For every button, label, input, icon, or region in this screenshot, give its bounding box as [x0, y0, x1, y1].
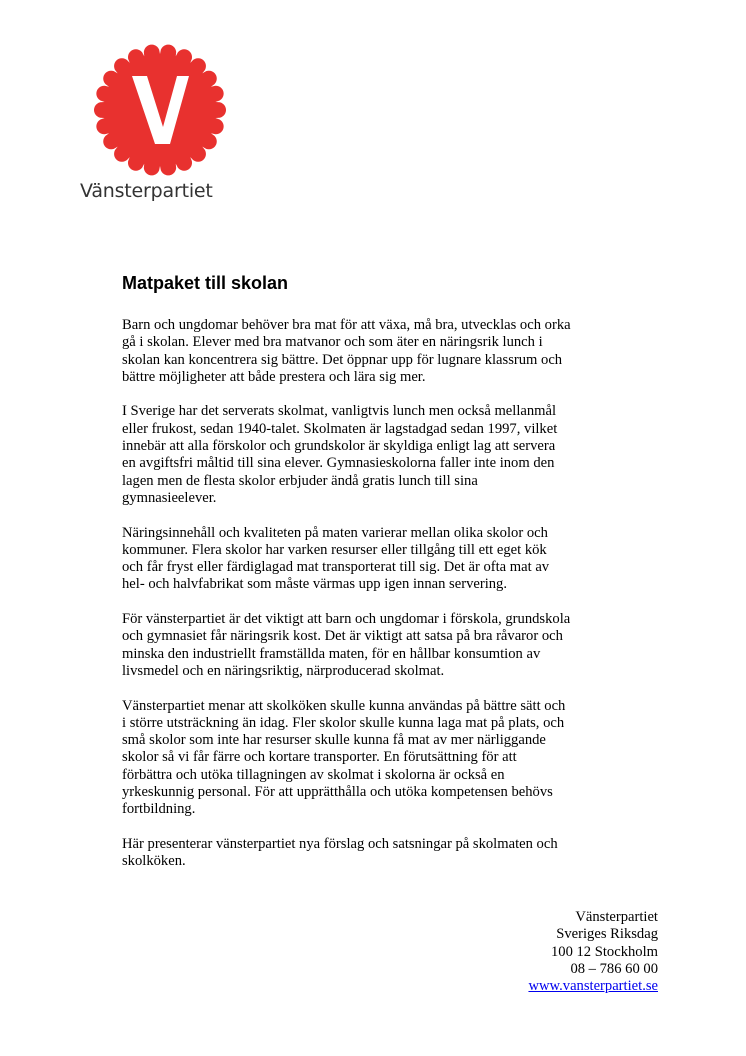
body-paragraph: Näringsinnehåll och kvaliteten på maten varierar mellan olika skolor och kommuner. Flera skolor har varken resurser eller tillgång till ett eget kök och får fryst eller färdiglagad mat transporterat till sig. Det är ofta mat av hel- och halvfabrikat som måste värmas upp igen innan servering.	[122, 524, 550, 593]
contact-block	[528, 909, 658, 995]
body-paragraph: Här presenterar vänsterpartiet nya förslag och satsningar på skolmaten och skolköken.	[122, 835, 558, 870]
body-paragraph: Vänsterpartiet menar att skolköken skulle kunna användas på bättre sätt och i större utsträckning än idag. Fler skolor skulle kunna laga mat på plats, och små skolor som inte har resurser skulle kunna få mat av mer närliggande skolor så vi får färre och kortare transporter. En förutsättning för att förbättra och utöka tillagningen av skolmat i skolorna är också en yrkeskunnig personal. För att upprätthålla och utöka kompetensen behövs fortbildning.	[122, 697, 566, 818]
v-rosette-logo-icon	[90, 40, 230, 180]
website-link[interactable]: www.vansterpartiet.se	[528, 978, 658, 995]
party-logo	[80, 40, 240, 210]
body-paragraph: I Sverige har det serverats skolmat, vanligtvis lunch men också mellanmål eller frukost, sedan 1940-talet. Skolmaten är lagstadgad sedan 1997, vilket innebär att alla förskolor och grundskolor är skyldiga enligt lag att servera en avgiftsfri måltid till sina elever. Gymnasieskolorna faller inte inom den lagen men de flesta skolor erbjuder ändå gratis lunch till sina gymnasieelever.	[122, 403, 558, 506]
body-paragraph: För vänsterpartiet är det viktigt att barn och ungdomar i förskola, grundskola och gymnasiet får näringsrik kost. Det är viktigt att satsa på bra råvaror och minska den industriellt framställda maten, för en hållbar konsumtion av livsmedel och en näringsriktig, närproducerad skolmat.	[122, 611, 571, 679]
contact-phone: 08 – 786 60 00	[570, 960, 658, 977]
document-body	[122, 317, 597, 888]
logo-wordmark: Vänsterpartiet	[80, 180, 213, 202]
contact-institution: Sveriges Riksdag	[556, 926, 658, 943]
body-paragraph: Barn och ungdomar behöver bra mat för att växa, må bra, utvecklas och orka gå i skolan. Elever med bra matvanor och som äter en näringsrik lunch i skolan kan koncentrera sig bättre. Det öppnar upp för lugnare klassrum och bättre möjligheter att både prestera och lära sig mer.	[122, 317, 571, 385]
contact-address: 100 12 Stockholm	[550, 943, 658, 960]
document-title: Matpaket till skolan	[122, 273, 289, 293]
contact-org: Vänsterpartiet	[575, 909, 658, 925]
